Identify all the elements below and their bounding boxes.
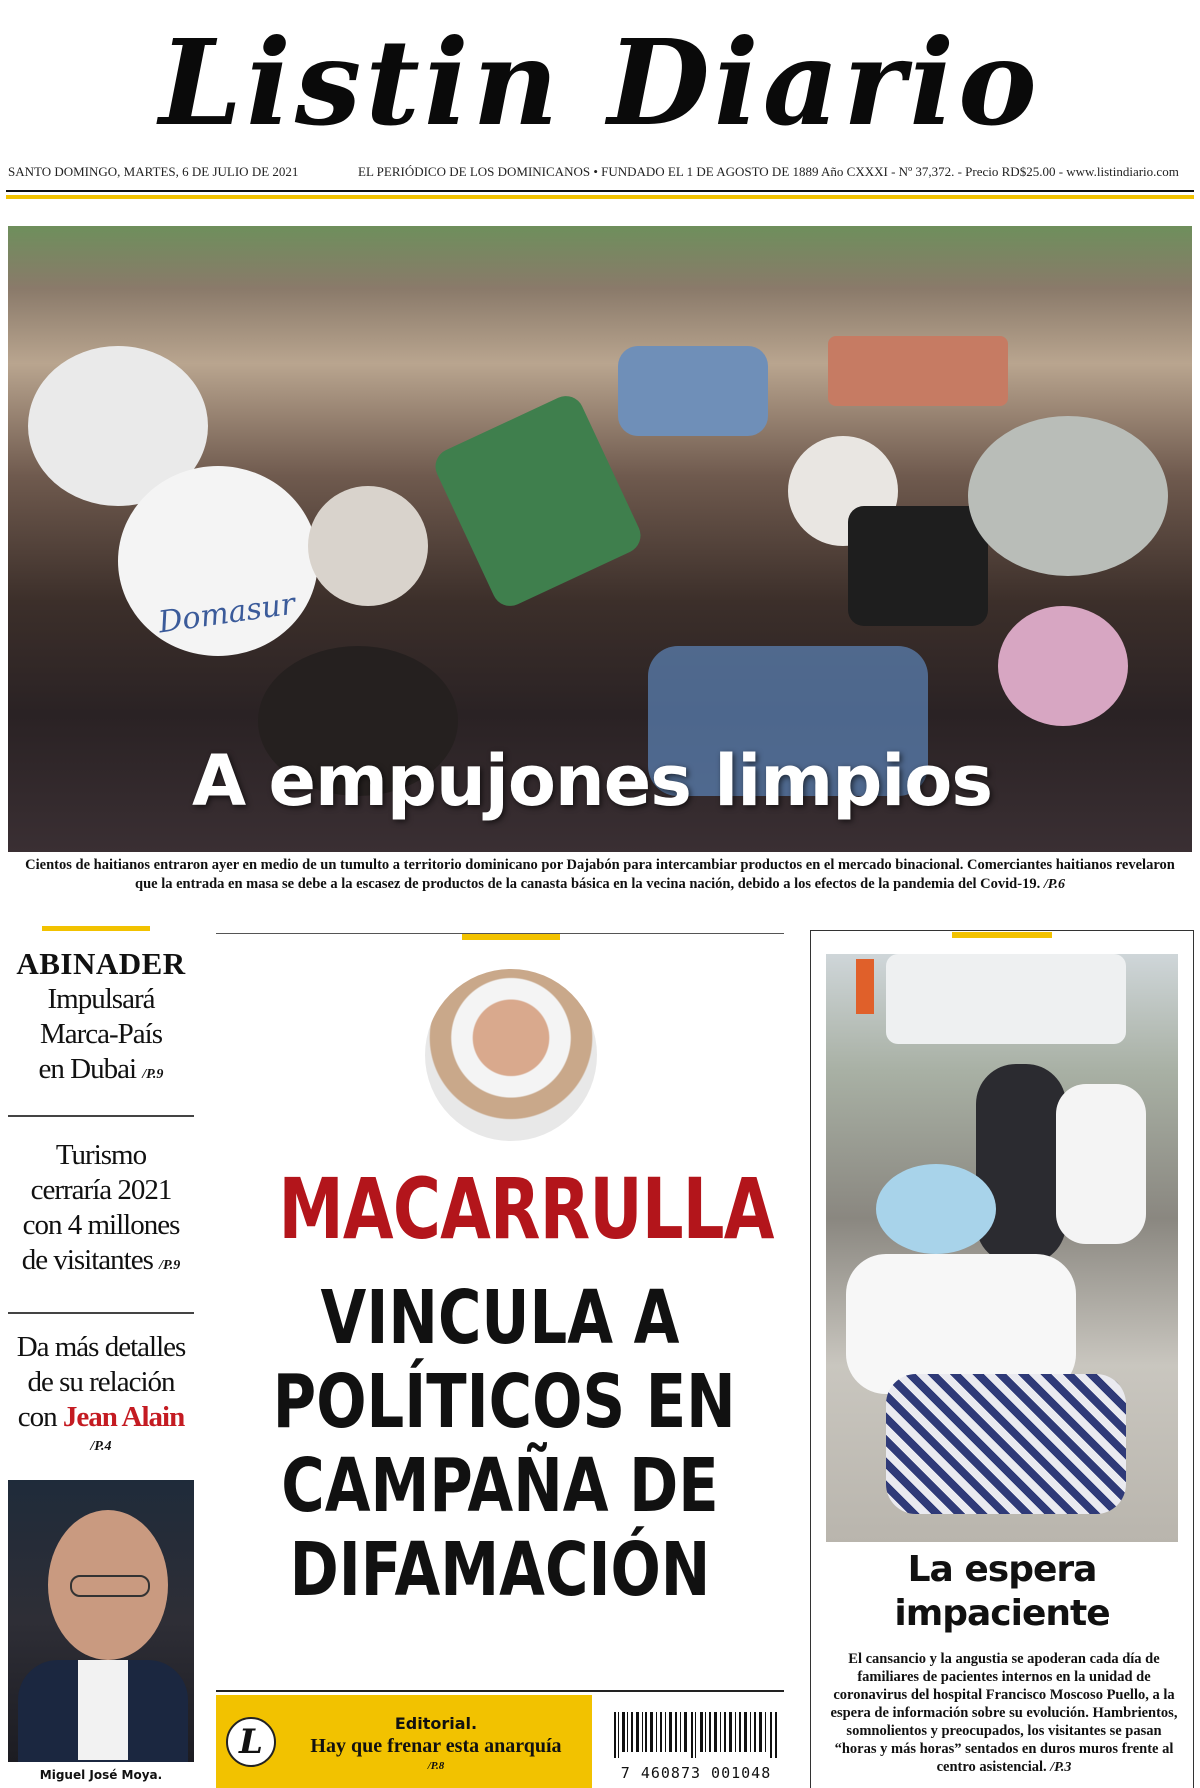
macarrulla-portrait[interactable] — [425, 969, 597, 1141]
hero-headline[interactable]: A empujones limpios — [191, 740, 993, 822]
main-headline-line[interactable]: CAMPAÑA DE — [281, 1443, 719, 1529]
story-line — [8, 1243, 194, 1283]
hero-caption-text: Cientos de haitianos entraron ayer en medio de un tumulto a territorio dominicano por Dajabón para intercambiar productos en el mercado binacional. Comerciantes haitianos revelaron que la entrada en masa se debe a la escasez de productos de la canasta básica en la vecina nación, debido a los efectos de la pandemia del Covid-19. — [25, 857, 1175, 892]
sidebar-story-abinader[interactable] — [8, 946, 194, 1092]
editorial-title[interactable]: Hay que frenar esta anarquía — [310, 1735, 562, 1757]
story-line — [8, 1052, 194, 1092]
hero-caption — [14, 856, 1186, 894]
story-line: Turismo — [55, 1139, 147, 1171]
barcode-number: 7 460873 001048 — [620, 1764, 772, 1782]
listin-l-logo: L — [226, 1717, 276, 1767]
story-line — [8, 1400, 194, 1435]
photo-caption: Miguel José Moya. — [39, 1768, 163, 1782]
main-headline-line[interactable]: POLÍTICOS EN — [272, 1359, 736, 1445]
dateline-date: SANTO DOMINGO, MARTES, 6 DE JULIO DE 2021 — [8, 164, 299, 179]
right-story-title[interactable] — [812, 1548, 1192, 1636]
story-page-ref[interactable]: /P.9 — [159, 1258, 181, 1273]
story-kicker: ABINADER — [16, 946, 186, 981]
newspaper-logo[interactable]: Listin Diario — [159, 13, 1041, 152]
bottom-rule — [216, 1690, 784, 1692]
sidebar-divider — [8, 1312, 194, 1314]
story-line: Da más detalles — [16, 1331, 186, 1363]
story-line: Impulsará — [47, 983, 155, 1015]
masthead-accent-rule — [6, 195, 1194, 199]
right-title-line: La espera — [907, 1549, 1097, 1590]
main-headline-line[interactable]: VINCULA A — [320, 1275, 680, 1361]
bucket-label: Domasur — [156, 586, 298, 641]
sidebar-accent-bar — [42, 926, 150, 931]
sidebar-story-relacion[interactable] — [8, 1330, 194, 1455]
story-highlight-name: Jean Alain — [62, 1401, 185, 1433]
story-line: cerraría 2021 — [30, 1174, 172, 1206]
sidebar-story-turismo[interactable] — [8, 1138, 194, 1283]
story-page-ref[interactable]: /P.9 — [142, 1067, 164, 1082]
center-accent-bar — [462, 934, 560, 940]
masthead — [0, 0, 1200, 200]
main-headline-line[interactable]: DIFAMACIÓN — [289, 1527, 711, 1613]
editorial-page-ref[interactable]: /P.8 — [427, 1760, 445, 1772]
story-line-text: con — [17, 1401, 57, 1433]
masthead-rule — [6, 190, 1194, 192]
story-line: Marca-País — [39, 1018, 163, 1050]
right-story-caption — [826, 1650, 1182, 1777]
right-page-ref[interactable]: /P.3 — [1050, 1760, 1072, 1775]
story-line-text: de visitantes — [21, 1244, 153, 1276]
editorial-label: Editorial. — [394, 1714, 478, 1733]
story-line: de su relación — [27, 1366, 175, 1398]
dateline-info: EL PERIÓDICO DE LOS DOMINICANOS • FUNDADO EL 1 DE AGOSTO DE 1889 Año CXXXI - Nº 37,372. - Precio RD$25.00 - www.listindiario.com — [358, 164, 1179, 179]
sidebar-divider — [8, 1115, 194, 1117]
story-page-ref[interactable]: /P.4 — [90, 1439, 112, 1454]
miguel-jose-moya-photo[interactable] — [8, 1480, 194, 1762]
hero-page-ref[interactable]: /P.6 — [1043, 877, 1065, 892]
right-title-line: impaciente — [894, 1593, 1110, 1634]
hospital-visitors-photo[interactable] — [826, 954, 1178, 1542]
right-accent-bar — [952, 932, 1052, 938]
story-line: con 4 millones — [22, 1209, 180, 1241]
right-caption-text: El cansancio y la angustia se apoderan cada día de familiares de pacientes internos en la unidad de coronavirus del hospital Francisco Moscoso Puello, a la espera de información sobre su evolución. Hambrientos, somnolientos y preocupados, los visitantes se pasan “horas y más horas” sentados en duros muros frente al centro asistencial. — [830, 1651, 1178, 1775]
barcode-icon — [612, 1712, 780, 1758]
story-line-text: en Dubai — [38, 1053, 137, 1085]
main-headline-name[interactable]: MACARRULLA — [278, 1160, 774, 1258]
